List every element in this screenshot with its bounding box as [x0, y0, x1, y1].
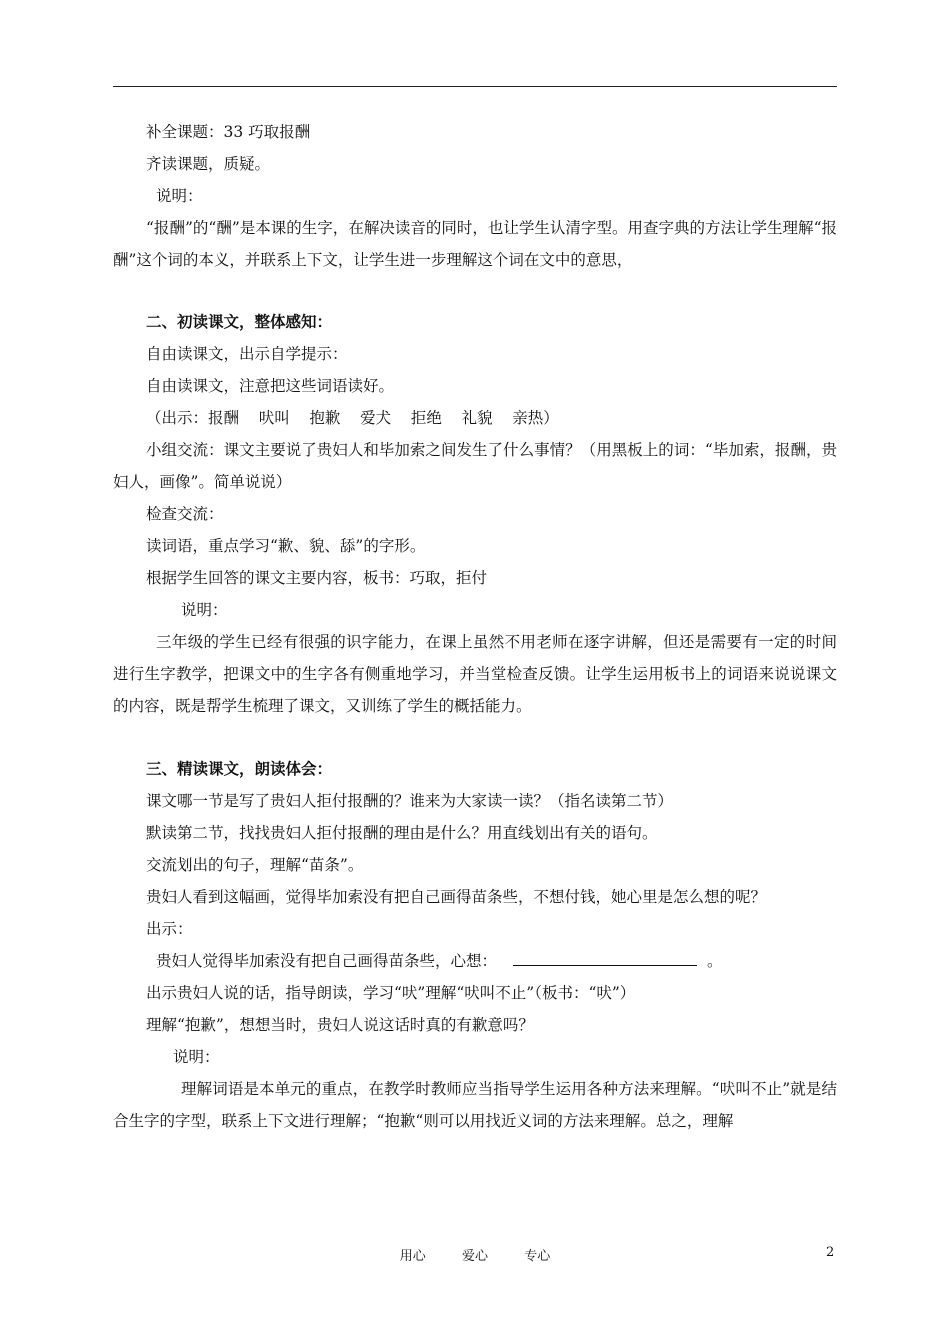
text-line: 贵妇人看到这幅画，觉得毕加索没有把自己画得苗条些，不想付钱，她心里是怎么想的呢？ — [146, 888, 767, 906]
text-line: 出示： — [146, 920, 193, 938]
text-line: 根据学生回答的课文主要内容，板书：巧取，拒付 — [146, 569, 488, 587]
document-body — [113, 116, 837, 1137]
text-line: 默读第二节，找找贵妇人拒付报酬的理由是什么？用直线划出有关的语句。 — [146, 824, 658, 842]
text-line: 交流划出的句子，理解“苗条”。 — [146, 856, 364, 874]
text-line: 出示贵妇人说的话，指导朗读，学习“吠”理解“吠叫不止”（板书：“吠”） — [146, 984, 636, 1002]
header-rule — [113, 86, 837, 87]
note-label: 说明： — [156, 187, 203, 205]
paragraph: 理解词语是本单元的重点，在教学时教师应当指导学生运用各种方法来理解。“吠叫不止”就是结合生字的字型，联系上下文进行理解；“抱歉“则可以用找近义词的方法来理解。总之，理解 — [113, 1080, 837, 1130]
text-line: 补全课题：33 巧取报酬 — [146, 123, 311, 141]
fill-in-prompt: 贵妇人觉得毕加索没有把自己画得苗条些，心想： — [156, 952, 498, 970]
text-line: 读词语，重点学习“歉、貌、舔”的字形。 — [146, 537, 426, 555]
text-line: 齐读课题，质疑。 — [146, 155, 271, 173]
text-line: 自由读课文，注意把这些词语读好。 — [146, 377, 395, 395]
fill-in-line — [113, 945, 837, 977]
word-list: （出示：报酬 吠叫 抱歉 爱犬 拒绝 礼貌 亲热） — [146, 409, 559, 427]
text-line: 自由读课文，出示自学提示： — [146, 345, 348, 363]
text-line: 课文哪一节是写了贵妇人拒付报酬的？谁来为大家读一读？（指名读第二节） — [146, 792, 674, 810]
text-line: 检查交流： — [146, 505, 224, 523]
text-line: 理解“抱歉”，想想当时，贵妇人说这话时真的有歉意吗？ — [146, 1016, 534, 1034]
footer-motto: 用心 爱心 专心 — [399, 1249, 551, 1264]
note-label: 说明： — [173, 1048, 220, 1066]
fill-in-blank — [513, 947, 697, 966]
fill-in-end: 。 — [707, 952, 723, 970]
page-number: 2 — [826, 1245, 835, 1260]
paragraph: 三年级的学生已经有很强的识字能力，在课上虽然不用老师在逐字讲解，但还是需要有一定的时间进行生字教学，把课文中的生字各有侧重地学习，并当堂检查反馈。让学生运用板书上的词语来说说课文的内容，既是帮学生梳理了课文，又训练了学生的概括能力。 — [113, 633, 837, 715]
note-label: 说明： — [181, 601, 228, 619]
section-heading: 三、精读课文，朗读体会： — [146, 759, 333, 778]
paragraph: 小组交流：课文主要说了贵妇人和毕加索之间发生了什么事情？（用黑板上的词：“毕加索，报酬，贵妇人，画像”。简单说说） — [113, 441, 837, 491]
section-heading: 二、初读课文，整体感知： — [146, 312, 333, 331]
paragraph: “报酬”的“酬”是本课的生字，在解决读音的同时，也让学生认清字型。用查字典的方法让学生理解“报酬”这个词的本义，并联系上下文，让学生进一步理解这个词在文中的意思， — [113, 219, 837, 269]
